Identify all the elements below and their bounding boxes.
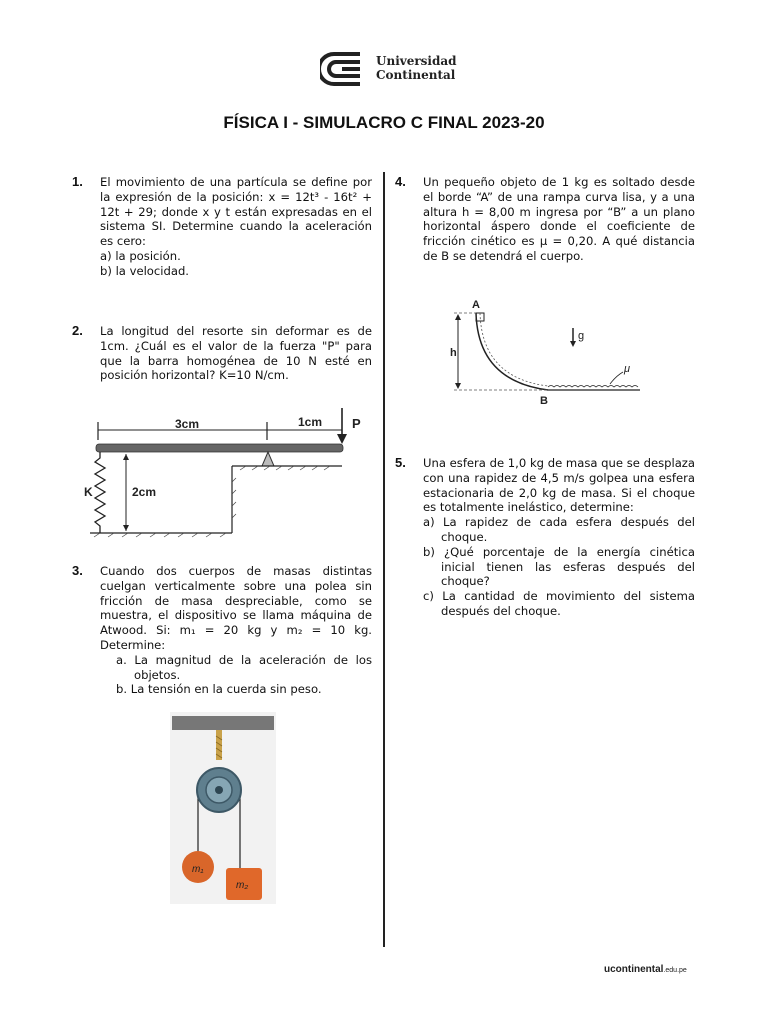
bar <box>96 444 343 452</box>
option: b) ¿Qué porcentaje de la energía cinética inicial tienen las esferas después del choque? <box>423 544 695 589</box>
question-number: 3. <box>72 563 83 578</box>
label-1cm: 1cm <box>298 415 323 429</box>
atwood-machine-figure <box>170 712 276 904</box>
spring-bar-figure <box>80 398 380 543</box>
footer-brand-name: ucontinental <box>604 964 664 975</box>
label-m1: m₁ <box>192 864 204 875</box>
question-4 <box>395 174 695 264</box>
logo-mark-icon <box>320 50 370 88</box>
question-number: 1. <box>72 174 83 189</box>
question-text: Un pequeño objeto de 1 kg es soltado desde el borde “A” de una rampa curva lisa, y a una altura h = 8,00 m ingresa por “B” a un plano horizontal áspero donde el coeficiente de fricción cinético es μ = 0,20. A qué distancia de B se detendrá el cuerpo. <box>423 175 695 263</box>
gravity-arrow-icon <box>570 341 576 347</box>
university-logo <box>320 50 460 90</box>
question-number: 5. <box>395 455 406 470</box>
footer-brand-suffix: .edu.pe <box>663 967 687 974</box>
logo-line1: Universidad <box>376 54 457 68</box>
label-b: B <box>540 395 548 407</box>
question-3 <box>72 563 372 697</box>
page-title: FÍSICA I - SIMULACRO C FINAL 2023-20 <box>223 113 545 132</box>
option: b. La tensión en la cuerda sin peso. <box>116 682 322 697</box>
label-mu: μ <box>624 363 631 375</box>
question-1 <box>72 174 372 279</box>
label-p: P <box>352 416 361 431</box>
question-text: La longitud del resorte sin deformar es de 1cm. ¿Cuál es el valor de la fuerza "P" para que la barra homogénea de 10 N esté en posición horizontal? K=10 N/cm. <box>100 324 372 383</box>
option: a) la posición. <box>100 248 181 263</box>
question-5 <box>395 455 695 619</box>
ceiling <box>172 716 274 730</box>
force-arrow-icon <box>337 434 347 444</box>
label-m2: m₂ <box>236 880 249 891</box>
question-text: Una esfera de 1,0 kg de masa que se desplaza con una rapidez de 4,5 m/s golpea una esfera estacionaria de 2,0 kg de masa. Si el choque es totalmente inelástico, determine: <box>423 456 695 515</box>
question-text: El movimiento de una partícula se define por la expresión de la posición: x = 12t³ - 16t² + 12t + 29; donde x y t están expresadas en el sistema SI. Determine cuando la aceleración es cero: <box>100 175 372 249</box>
label-g: g <box>578 330 585 342</box>
question-number: 4. <box>395 174 406 189</box>
option: a. La magnitud de la aceleración de los objetos. <box>116 652 372 682</box>
label-a: A <box>472 299 480 311</box>
spring-icon <box>95 452 105 533</box>
label-k: K <box>84 485 93 499</box>
logo-line2: Continental <box>376 68 456 82</box>
option: b) la velocidad. <box>100 263 189 278</box>
label-2cm: 2cm <box>132 485 157 499</box>
column-divider <box>383 172 385 947</box>
question-text: Cuando dos cuerpos de masas distintas cuelgan verticalmente sobre una polea sin fricción de masa despreciable, como se muestra, el dispositivo se llama máquina de Atwood. Si: m₁ = 20 kg y m₂ = 10 kg. Determine: <box>100 564 372 652</box>
question-number: 2. <box>72 323 83 338</box>
question-2 <box>72 323 372 383</box>
footer-brand <box>604 964 687 975</box>
curved-ramp <box>476 313 548 390</box>
option: c) La cantidad de movimiento del sistema después del choque. <box>423 589 695 618</box>
ramp-figure <box>440 296 650 408</box>
label-3cm: 3cm <box>175 417 200 431</box>
option: a) La rapidez de cada esfera después del choque. <box>423 515 695 544</box>
label-h: h <box>450 347 457 359</box>
